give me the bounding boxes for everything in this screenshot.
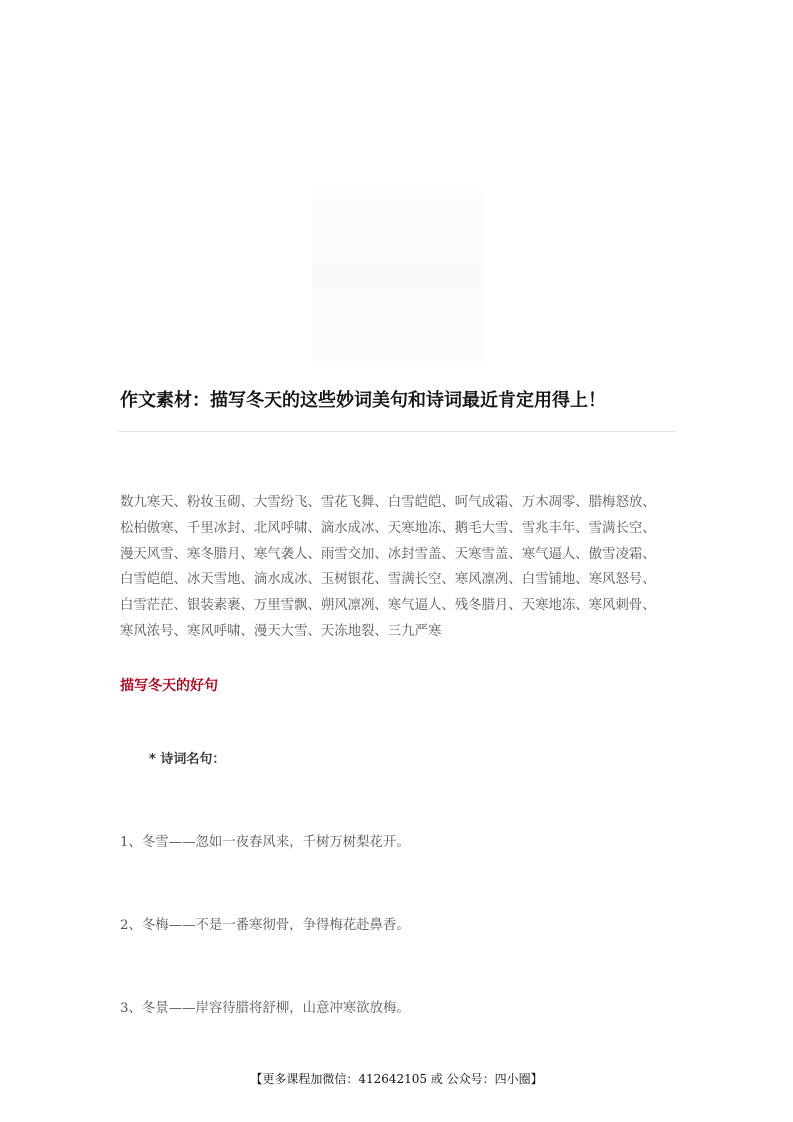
title-divider (118, 431, 676, 432)
section-heading: 描写冬天的好句 (120, 678, 218, 694)
footer-contact: 【更多课程加微信：412642105 或 公众号：四小圈】 (250, 1072, 543, 1086)
poem-line: 3、冬景——岸容待腊将舒柳，山意冲寒欲放梅。 (120, 1001, 410, 1016)
word-list-line: 白雪茫茫、银装素裹、万里雪飘、朔风凛冽、寒气逼人、残冬腊月、天寒地冻、寒风刺骨、 (120, 598, 656, 614)
word-list-line: 白雪皑皑、冰天雪地、滴水成冰、玉树银花、雪满长空、寒风凛冽、白雪铺地、寒风怒号、 (120, 572, 656, 588)
word-list-paragraph (120, 490, 680, 645)
poetry-subheading: * 诗词名句： (149, 752, 226, 767)
word-list-line: 松柏傲寒、千里冰封、北风呼啸、滴水成冰、天寒地冻、鹅毛大雪、雪兆丰年、雪满长空、 (120, 520, 656, 536)
article-title: 作文素材：描写冬天的这些妙词美句和诗词最近肯定用得上！ (120, 390, 606, 411)
poem-line: 2、冬梅——不是一番寒彻骨，争得梅花赴鼻香。 (120, 918, 410, 933)
poem-line: 1、冬雪——忽如一夜春风来，千树万树梨花开。 (120, 835, 410, 850)
word-list-line: 数九寒天、粉妆玉砌、大雪纷飞、雪花飞舞、白雪皑皑、呵气成霜、万木凋零、腊梅怒放、 (120, 495, 656, 510)
word-list-line: 寒风浓号、寒风呼啸、漫天大雪、天冻地裂、三九严寒 (120, 623, 442, 639)
word-list-line: 漫天风雪、寒冬腊月、寒气袭人、雨雪交加、冰封雪盖、天寒雪盖、寒气逼人、傲雪凌霜、 (120, 546, 656, 562)
faded-image-placeholder (312, 190, 484, 366)
